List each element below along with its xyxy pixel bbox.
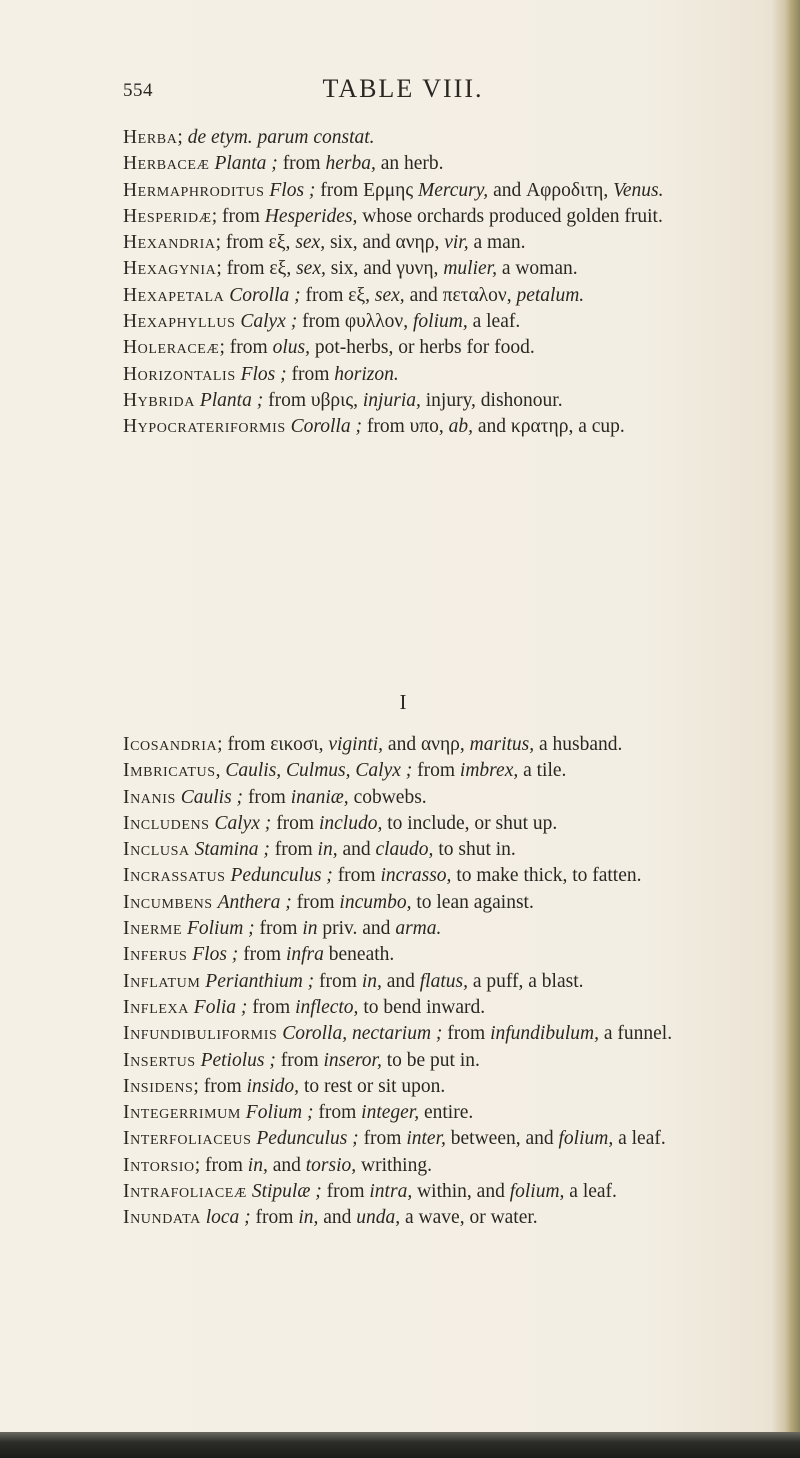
entry-term: Hexaphyllus <box>123 311 236 333</box>
entry-text: whose orchards produced golden fruit. <box>357 205 663 227</box>
running-title: TABLE VIII. <box>322 74 484 103</box>
entry-term: Hybrida <box>123 389 195 411</box>
entry-text: from <box>277 153 326 175</box>
entry-text: from <box>269 839 318 861</box>
entry-text: a man. <box>468 232 526 254</box>
entry-text: six, and γυνη, <box>325 258 444 280</box>
entry-text: a funnel. <box>598 1023 673 1045</box>
entry-text: from <box>313 1102 362 1124</box>
entry-text: to lean against. <box>411 891 534 913</box>
entry-italic-text: inaniæ, <box>290 786 349 808</box>
entry-text: from <box>442 1023 491 1045</box>
entry-italic-text: in, <box>298 1207 319 1229</box>
entry-text: from <box>332 865 381 887</box>
entry-term: Inflexa <box>123 996 189 1018</box>
entry-text: to shut in. <box>433 839 516 861</box>
page-bottom-edge <box>0 1432 800 1458</box>
entry-italic-text: loca ; <box>205 1207 251 1229</box>
entry-italic-text: horizon. <box>334 363 399 385</box>
entry-text: a leaf. <box>467 311 521 333</box>
entry-italic-text: folium, <box>413 311 468 333</box>
entry-text: from υβρις, <box>263 389 363 411</box>
entry-text: from <box>243 786 291 808</box>
entry-italic-text: in <box>302 918 318 940</box>
entry-text: an herb. <box>375 153 444 175</box>
glossary-entry <box>123 1074 683 1100</box>
entry-italic-text: maritus, <box>469 734 535 755</box>
glossary-entry <box>123 1048 683 1074</box>
entry-term: Hexandria <box>123 232 216 254</box>
entry-term: Inferus <box>123 944 188 966</box>
entry-text: and <box>318 1207 357 1229</box>
entry-italic-text: injuria, <box>362 389 421 411</box>
entry-text: within, and <box>412 1181 510 1203</box>
entry-term: Inclusa <box>123 839 190 861</box>
entry-text: a woman. <box>496 258 578 280</box>
entry-text: ; from εξ, <box>216 258 297 280</box>
entry-text: to include, or shut up. <box>382 812 558 834</box>
entry-italic-text: sex, <box>295 232 326 254</box>
entry-text: beneath. <box>323 944 395 966</box>
entry-italic-text: infundibulum, <box>490 1023 599 1045</box>
entry-text: from <box>275 1049 324 1071</box>
entry-italic-text: includo, <box>318 812 383 834</box>
entry-text: from <box>238 944 286 966</box>
glossary-entry <box>123 969 683 995</box>
entry-text: a leaf. <box>613 1128 666 1150</box>
entry-term: Incrassatus <box>123 865 226 887</box>
entry-text: from <box>291 891 340 913</box>
entry-italic-text: Calyx ; <box>214 812 272 834</box>
entry-text: and κρατηρ, a cup. <box>473 416 625 438</box>
glossary-entry <box>123 916 683 942</box>
entry-italic-text: unda, <box>356 1207 401 1229</box>
entry-text: pot-herbs, or herbs for food. <box>309 337 535 359</box>
entry-term: Herbaceæ <box>123 153 210 175</box>
entry-text: cobwebs. <box>348 786 427 808</box>
entry-text: and ανηρ, <box>383 734 470 755</box>
entry-term: Holeraceæ <box>123 337 220 359</box>
entry-text: writhing. <box>356 1154 432 1176</box>
entry-italic-text: petalum. <box>516 284 585 306</box>
entry-term: Intorsio <box>123 1154 195 1176</box>
entry-text: a tile. <box>518 760 567 782</box>
entry-term: Hermaphroditus <box>123 179 265 201</box>
page-header <box>123 74 683 120</box>
entry-term: Imbricatus <box>123 760 216 782</box>
glossary-entry <box>123 863 683 889</box>
entry-italic-text: incumbo, <box>339 891 412 913</box>
entry-italic-text: sex, <box>374 284 405 306</box>
entry-italic-text: Calyx ; <box>240 311 298 333</box>
entry-term: Infundibuliformis <box>123 1023 278 1045</box>
entry-italic-text: viginti, <box>328 734 384 755</box>
entry-text: priv. and <box>317 918 396 940</box>
entry-italic-text: Corolla ; <box>290 416 362 438</box>
entry-text: between, and <box>445 1128 559 1150</box>
entry-italic-text: Caulis ; <box>180 786 244 808</box>
entry-term: Horizontalis <box>123 363 236 385</box>
entry-italic-text: incrasso, <box>380 865 452 887</box>
entry-text: to make thick, to fatten. <box>451 865 642 887</box>
entry-text: ; from εικοσι, <box>217 734 329 755</box>
entry-italic-text: Corolla ; <box>229 284 301 306</box>
entry-text: a wave, or water. <box>400 1207 538 1229</box>
glossary-entry <box>123 1100 683 1126</box>
entry-text: from <box>271 812 319 834</box>
section-heading-i: I <box>399 690 407 714</box>
entry-italic-text: folium, <box>509 1181 565 1203</box>
entry-text: and Αφροδιτη, <box>488 179 614 201</box>
entry-italic-text: claudo, <box>375 839 434 861</box>
entry-italic-text: inter, <box>406 1128 446 1150</box>
entry-italic-text: Venus. <box>613 179 664 201</box>
entry-term: Inflatum <box>123 970 201 992</box>
entry-text: from <box>250 1207 299 1229</box>
entry-italic-text: Perianthium ; <box>205 970 315 992</box>
entry-italic-text: inseror, <box>323 1049 382 1071</box>
glossary-entry <box>123 811 683 837</box>
entry-italic-text: Flos ; <box>269 179 316 201</box>
entry-text: and <box>267 1154 306 1176</box>
entry-italic-text: Hesperides, <box>264 205 358 227</box>
entry-text: from <box>321 1181 370 1203</box>
entry-italic-text: infra <box>285 944 324 966</box>
entry-text: from <box>254 918 303 940</box>
entry-italic-text: in, <box>317 839 338 861</box>
entry-italic-text: de etym. parum constat. <box>187 127 375 148</box>
entry-italic-text: Planta ; <box>214 153 278 175</box>
entry-italic-text: Pedunculus ; <box>256 1128 359 1150</box>
entry-text: to bend inward. <box>358 996 486 1018</box>
glossary-section-h <box>123 125 683 441</box>
glossary-entry <box>123 890 683 916</box>
entry-term: Hexapetala <box>123 284 225 306</box>
entry-italic-text: intra, <box>369 1181 413 1203</box>
entry-term: Intrafoliaceæ <box>123 1181 247 1203</box>
entry-text: from <box>412 760 460 782</box>
entry-italic-text: integer, <box>361 1102 420 1124</box>
entry-text: from υπο, <box>361 416 449 438</box>
entry-text: a leaf. <box>564 1181 617 1203</box>
entry-italic-text: Corolla, nectarium ; <box>282 1023 443 1045</box>
entry-italic-text: arma. <box>395 918 442 940</box>
entry-italic-text: herba, <box>325 153 376 175</box>
entry-italic-text: Petiolus ; <box>200 1049 276 1071</box>
entry-italic-text: Stamina ; <box>194 839 270 861</box>
entry-italic-text: Flos ; <box>192 944 239 966</box>
entry-text: and πεταλον, <box>404 284 517 306</box>
entry-italic-text: imbrex, <box>459 760 519 782</box>
page-number: 554 <box>123 80 153 101</box>
entry-text: from <box>247 996 296 1018</box>
entry-text: injury, dishonour. <box>420 389 563 411</box>
entry-text: ; from <box>194 1154 248 1176</box>
glossary-entry <box>123 125 683 151</box>
entry-text: from φυλλον, <box>297 311 413 333</box>
entry-text: ; from <box>193 1075 247 1097</box>
glossary-entry <box>123 732 683 758</box>
entry-text: to rest or sit upon. <box>299 1075 446 1097</box>
entry-text: ; <box>177 127 188 148</box>
entry-text: to be put in. <box>381 1049 480 1071</box>
glossary-entry <box>123 995 683 1021</box>
entry-text: a husband. <box>534 734 623 755</box>
entry-italic-text: inflecto, <box>295 996 359 1018</box>
entry-term: Includens <box>123 812 210 834</box>
glossary-entry <box>123 1179 683 1205</box>
glossary-entry <box>123 837 683 863</box>
entry-text: from <box>286 363 335 385</box>
glossary-entry <box>123 1126 683 1152</box>
glossary-entry <box>123 230 683 256</box>
glossary-entry <box>123 151 683 177</box>
entry-italic-text: Folium ; <box>245 1102 314 1124</box>
entry-term: Insidens <box>123 1075 194 1097</box>
glossary-entry <box>123 362 683 388</box>
glossary-entry <box>123 335 683 361</box>
entry-text: a puff, a blast. <box>467 970 584 992</box>
glossary-entry <box>123 256 683 282</box>
glossary-entry <box>123 758 683 784</box>
entry-text: from <box>314 970 362 992</box>
entry-italic-text: folium, <box>558 1128 614 1150</box>
entry-text: , <box>215 760 226 782</box>
entry-term: Inerme <box>123 918 183 940</box>
entry-italic-text: in, <box>247 1154 268 1176</box>
entry-term: Inanis <box>123 786 176 808</box>
entry-term: Interfoliaceus <box>123 1128 252 1150</box>
entry-text: from <box>358 1128 407 1150</box>
entry-term: Herba <box>123 127 178 148</box>
entry-term: Insertus <box>123 1049 196 1071</box>
entry-term: Inundata <box>123 1207 201 1229</box>
entry-text: entire. <box>419 1102 474 1124</box>
entry-text: ; from <box>211 205 265 227</box>
entry-italic-text: Stipulæ ; <box>251 1181 322 1203</box>
entry-text: ; from <box>219 337 273 359</box>
entry-italic-text: torsio, <box>305 1154 357 1176</box>
entry-term: Integerrimum <box>123 1102 241 1124</box>
entry-text: from Ερμης <box>315 179 418 201</box>
glossary-entry <box>123 283 683 309</box>
glossary-entry <box>123 414 683 440</box>
entry-italic-text: Pedunculus ; <box>230 865 333 887</box>
entry-term: Icosandria <box>123 734 218 755</box>
entry-italic-text: in, <box>361 970 382 992</box>
page-edge-shadow <box>772 0 800 1458</box>
entry-italic-text: ab, <box>448 416 473 438</box>
glossary-section-i <box>123 732 683 1232</box>
entry-italic-text: Folia ; <box>193 996 248 1018</box>
glossary-entry <box>123 1021 683 1047</box>
glossary-entry <box>123 942 683 968</box>
glossary-entry <box>123 388 683 414</box>
entry-text: ; from εξ, <box>215 232 296 254</box>
glossary-entry <box>123 1205 683 1231</box>
entry-italic-text: olus, <box>272 337 310 359</box>
entry-italic-text: vir, <box>444 232 469 254</box>
entry-italic-text: Mercury, <box>417 179 489 201</box>
entry-italic-text: Anthera ; <box>217 891 292 913</box>
glossary-entry <box>123 1153 683 1179</box>
entry-text: six, and ανηρ, <box>325 232 445 254</box>
entry-italic-text: insido, <box>246 1075 300 1097</box>
entry-italic-text: sex, <box>296 258 326 280</box>
entry-term: Hesperidæ <box>123 205 212 227</box>
glossary-entry <box>123 309 683 335</box>
entry-italic-text: Caulis, Culmus, Calyx ; <box>225 760 413 782</box>
entry-text: from εξ, <box>300 284 375 306</box>
glossary-entry <box>123 178 683 204</box>
entry-italic-text: Folium ; <box>186 918 255 940</box>
glossary-entry <box>123 204 683 230</box>
entry-text: and <box>381 970 420 992</box>
glossary-entry <box>123 785 683 811</box>
entry-italic-text: mulier, <box>443 258 497 280</box>
entry-term: Hexagynia <box>123 258 217 280</box>
entry-italic-text: Flos ; <box>240 363 287 385</box>
entry-italic-text: Planta ; <box>199 389 264 411</box>
entry-text: and <box>337 839 376 861</box>
entry-term: Incumbens <box>123 891 213 913</box>
entry-italic-text: flatus, <box>419 970 468 992</box>
entry-term: Hypocrateriformis <box>123 416 286 438</box>
